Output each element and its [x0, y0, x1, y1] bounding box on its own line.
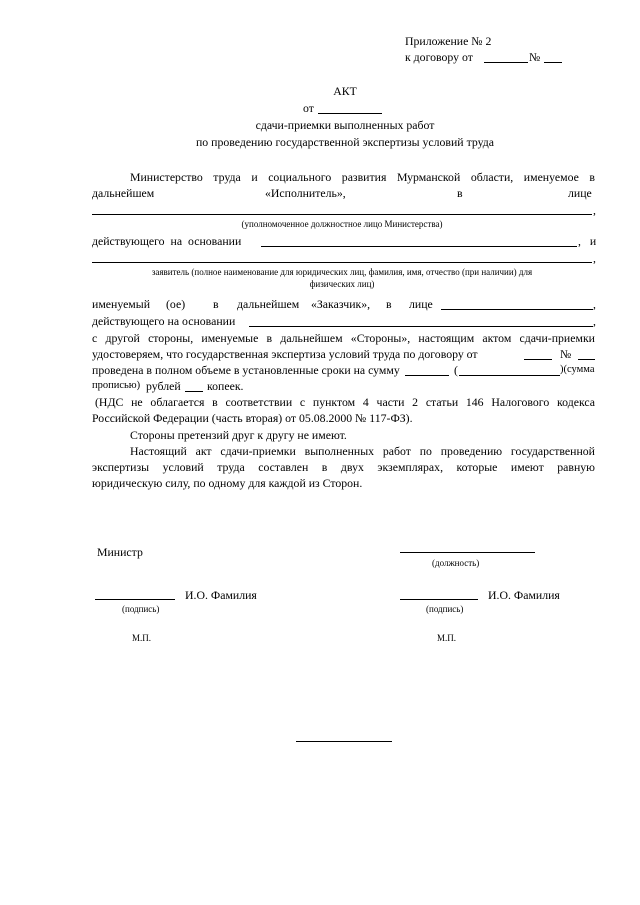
amount-close-paren: )(сумма: [560, 364, 595, 375]
act-subtitle-1: сдачи-приемки выполненных работ: [255, 118, 435, 132]
named-word: именуемый: [92, 297, 151, 311]
rubles-blank: [185, 391, 203, 392]
applicant-comma: ,: [593, 251, 596, 265]
stamp-right: М.П.: [437, 633, 457, 643]
contract-number-blank: [544, 62, 562, 63]
executor-role: «Исполнитель»,: [265, 186, 346, 200]
footer-separator: [296, 741, 392, 742]
named-in-2: в: [386, 297, 392, 311]
customer-role: «Заказчик»,: [311, 297, 371, 311]
signature-caption-right: (подпись): [426, 604, 464, 614]
certify-line: удостоверяем, что государственная экспертиза условий труда по договору от: [92, 347, 478, 361]
act-subtitle-2: по проведению государственной экспертизы условий труда: [195, 135, 495, 149]
executor-intro: Министерство труда и социального развития Мурманской области, именуемое в: [130, 170, 595, 184]
amount-line: проведена в полном объеме в установленные сроки на сумму: [92, 363, 400, 377]
named-further: дальнейшем: [237, 297, 300, 311]
basis-blank-2: [249, 326, 593, 327]
act-date-label: от: [303, 101, 314, 115]
no-claims: Стороны претензий друг к другу не имеют.: [130, 428, 347, 442]
position-caption: (должность): [432, 558, 480, 568]
vat-line-1: (НДС не облагается в соответствии с пунктом 4 части 2 статьи 146 Налогового кодекса: [95, 395, 595, 409]
named-person: лице: [409, 297, 433, 311]
act-date-blank: [318, 113, 382, 114]
contract-date-blank: [484, 62, 528, 63]
contract-number-label: №: [529, 50, 541, 64]
kopecks-label: копеек.: [207, 379, 244, 393]
named-in: в: [213, 297, 219, 311]
final-line-3: юридическую силу, по одному для каждой из Сторон.: [92, 476, 363, 490]
stamp-left: М.П.: [132, 633, 152, 643]
act-title: АКТ: [333, 84, 357, 98]
rubles-label: рублей: [146, 379, 181, 393]
final-line-1: Настоящий акт сдачи-приемки выполненных работ по проведению государственной: [130, 444, 595, 458]
expertise-number-label: №: [560, 347, 572, 361]
acting-basis-label-2: действующего на основании: [92, 314, 236, 328]
contract-ref-prefix: к договору от: [405, 50, 473, 64]
acting-basis-label: действующего на основании: [92, 234, 242, 248]
signature-blank-left: [95, 599, 175, 600]
name-left: И.О. Фамилия: [185, 588, 257, 602]
expertise-number-blank: [578, 359, 595, 360]
basis-comma-2: ,: [593, 314, 596, 328]
amount-digits-blank: [405, 375, 449, 376]
named-suffix: (ое): [166, 297, 186, 311]
applicant-caption-2: физических лиц): [309, 279, 375, 289]
signature-blank-right: [400, 599, 478, 600]
customer-person-blank: [441, 309, 593, 310]
amount-open-paren: (: [454, 363, 458, 377]
minister-label: Министр: [97, 545, 143, 559]
official-caption: (уполномоченное должностное лицо Министерства): [241, 219, 443, 229]
position-blank: [400, 552, 535, 553]
applicant-caption-1: заявитель (полное наименование для юридических лиц, фамилия, имя, отчество (при наличии) для: [151, 267, 533, 277]
executor-word-in: в: [457, 186, 463, 200]
basis-blank: [261, 246, 577, 247]
final-line-2: экспертизы условий труда составлен в двух экземплярах, которые имеют равную: [92, 460, 595, 474]
appendix-label: Приложение № 2: [405, 34, 492, 48]
executor-word-further: дальнейшем: [92, 186, 155, 200]
signature-caption-left: (подпись): [122, 604, 160, 614]
amount-words-blank: [459, 375, 560, 376]
executor-word-person: лице: [568, 186, 592, 200]
vat-line-2: Российской Федерации (часть вторая) от 05.08.2000 № 117-ФЗ).: [92, 411, 413, 425]
parties-line: с другой стороны, именуемые в дальнейшем «Стороны», настоящим актом сдачи-приемки: [92, 331, 595, 345]
amount-in-words: прописью): [92, 380, 141, 391]
and-label: , и: [578, 234, 597, 248]
name-right: И.О. Фамилия: [488, 588, 560, 602]
customer-comma: ,: [593, 297, 596, 311]
applicant-blank: [92, 262, 592, 263]
expertise-date-blank: [524, 359, 552, 360]
official-comma: ,: [593, 203, 596, 217]
official-name-blank: [92, 214, 592, 215]
